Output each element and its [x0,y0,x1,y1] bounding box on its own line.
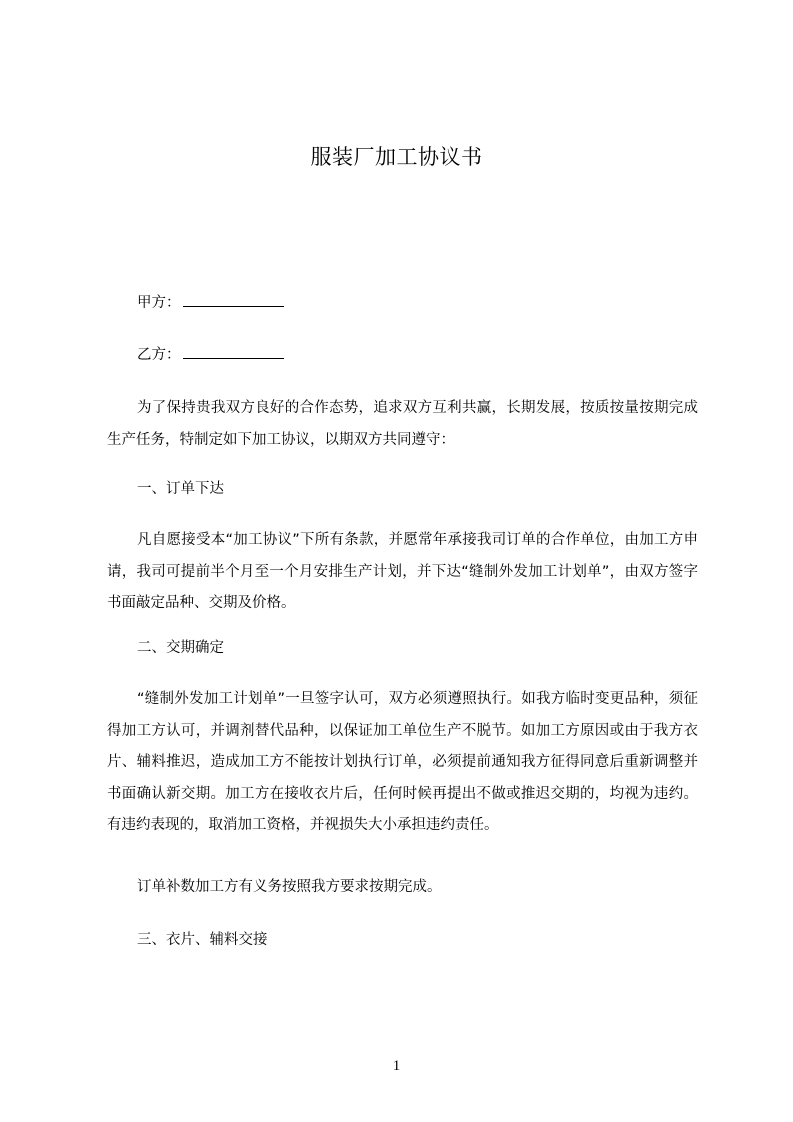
section2-note: 订单补数加工方有义务按照我方要求按期完成。 [137,879,442,895]
party-b-line [137,344,284,365]
party-a-line [137,292,284,313]
section2-heading: 二、交期确定 [137,640,224,656]
section1-paragraph: 凡自愿接受本“加工协议”下所有条款，并愿常年承接我司订单的合作单位，由加工方申请，我司可提前半个月至一个月安排生产计划，并下达“缝制外发加工计划单”，由双方签字书面敲定品种、交期及价格。 [107,532,698,611]
party-a-blank [183,292,284,307]
party-b-blank [183,344,284,359]
section1-heading: 一、订单下达 [137,481,224,497]
document-title: 服装厂加工协议书 [310,145,483,169]
intro-paragraph: 为了保持贵我双方良好的合作态势，追求双方互利共赢，长期发展，按质按量按期完成生产任务，特制定如下加工协议，以期双方共同遵守： [107,400,698,448]
section2-paragraph: “缝制外发加工计划单”一旦签字认可，双方必须遵照执行。如我方临时变更品种，须征得加工方认可，并调剂替代品种，以保证加工单位生产不脱节。如加工方原因或由于我方衣片、辅料推迟，造成加工方不能按计划执行订单，必须提前通知我方征得同意后重新调整并书面确认新交期。加工方在接收衣片后，任何时候再提出不做或推迟交期的，均视为违约。有违约表现的，取消加工资格，并视损失大小承担违约责任。 [107,691,698,833]
section3-heading: 三、衣片、辅料交接 [137,932,268,948]
party-b-label: 乙方： [137,347,181,363]
party-a-label: 甲方： [137,295,181,311]
page-number: 1 [392,1058,401,1074]
